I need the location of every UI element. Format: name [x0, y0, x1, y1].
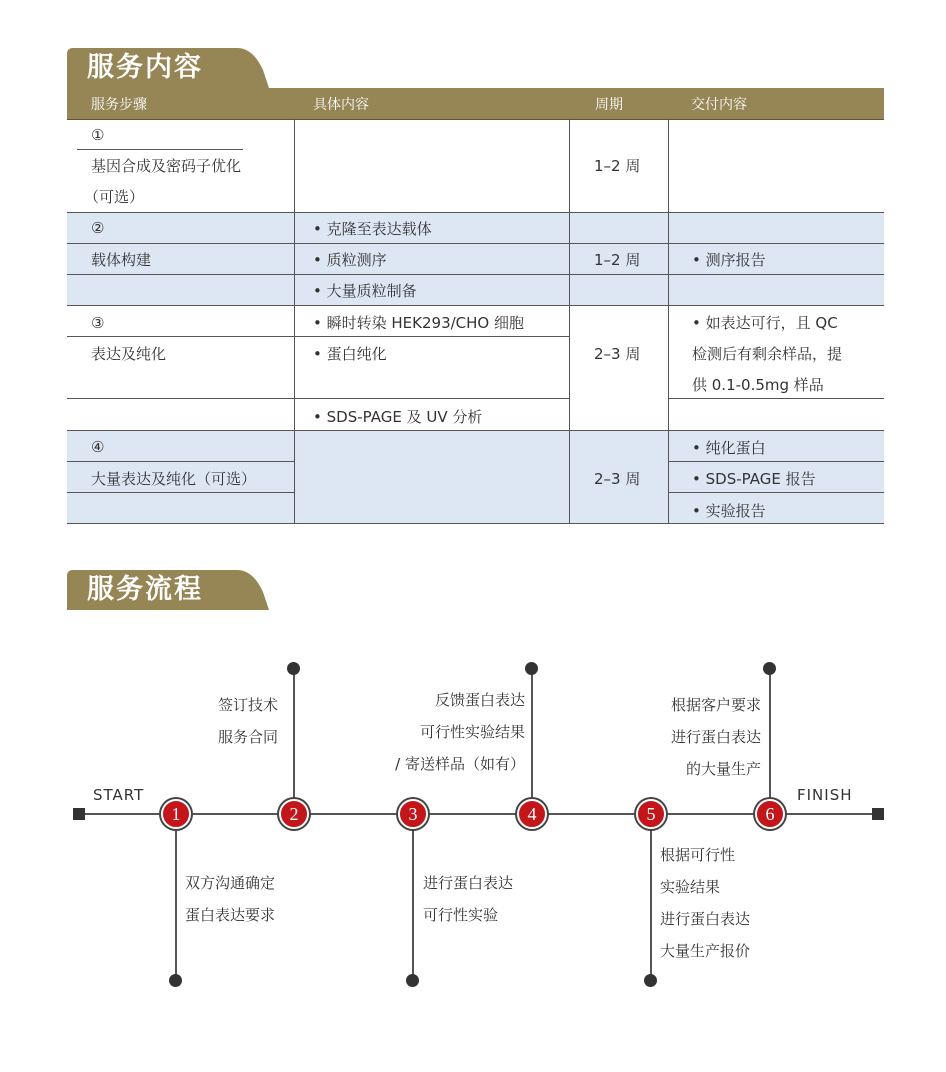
stem-end-dot [525, 662, 538, 675]
row2-item-2: • 质粒测序 [313, 251, 387, 269]
row4-deliverable-3: • 实验报告 [692, 502, 766, 520]
row3-period: 2–3 周 [594, 345, 641, 363]
row3-deliverable-line1: • 如表达可行，且 QC [692, 314, 838, 332]
step-3-text: 进行蛋白表达 可行性实验 [423, 874, 514, 924]
row1-period: 1–2 周 [594, 157, 641, 175]
stem-end-dot [287, 662, 300, 675]
row3-item-2: • 蛋白纯化 [313, 345, 387, 363]
header-period: 周期 [595, 97, 623, 113]
step-node-4: 4 [517, 799, 547, 829]
table-header [67, 88, 884, 120]
header-content: 具体内容 [313, 97, 369, 113]
stem-end-dot [169, 974, 182, 987]
row4-deliverable-2: • SDS-PAGE 报告 [692, 470, 816, 488]
step-4-text: 反馈蛋白表达 可行性实验结果 / 寄送样品（如有） [395, 691, 525, 773]
row2-step: 载体构建 [91, 251, 152, 269]
row3-item-1: • 瞬时转染 HEK293/CHO 细胞 [313, 314, 524, 332]
start-marker-icon [73, 808, 85, 820]
row2-deliverable: • 测序报告 [692, 251, 766, 269]
finish-label: FINISH [797, 786, 853, 804]
header-step: 服务步骤 [91, 97, 147, 113]
row1-step: 基因合成及密码子优化 [91, 157, 242, 175]
step-node-2: 2 [279, 799, 309, 829]
section-title: 服务内容 [87, 52, 203, 83]
step-1-text: 双方沟通确定 蛋白表达要求 [185, 874, 276, 924]
row4-period: 2–3 周 [594, 470, 641, 488]
step-node-6: 6 [755, 799, 785, 829]
step-node-3: 3 [398, 799, 428, 829]
step-6-text: 根据客户要求 进行蛋白表达 的大量生产 [670, 696, 761, 778]
row3-step: 表达及纯化 [91, 345, 167, 363]
step-2-text: 签订技术 服务合同 [218, 696, 279, 746]
row2-item-1: • 克隆至表达载体 [313, 220, 432, 238]
finish-marker-icon [872, 808, 884, 820]
section-title-tab-2 [67, 570, 269, 610]
row4-num: ④ [91, 438, 105, 456]
step-5-text: 根据可行性 实验结果 进行蛋白表达 大量生产报价 [660, 846, 751, 960]
section-title-2: 服务流程 [87, 574, 203, 605]
row2-num: ② [91, 219, 105, 237]
section-title-tab [67, 48, 269, 88]
start-label: START [93, 786, 145, 804]
stem-end-dot [763, 662, 776, 675]
header-deliverable: 交付内容 [691, 97, 747, 113]
row3-deliverable-line3: 供 0.1-0.5mg 样品 [692, 376, 824, 394]
row4-step: 大量表达及纯化（可选） [91, 470, 257, 488]
row3-num: ③ [91, 314, 105, 332]
row2-item-3: • 大量质粒制备 [313, 282, 417, 300]
step-node-5: 5 [636, 799, 666, 829]
stem-end-dot [406, 974, 419, 987]
stem-end-dot [644, 974, 657, 987]
row2-period: 1–2 周 [594, 251, 641, 269]
row3-item-3: • SDS-PAGE 及 UV 分析 [313, 408, 483, 426]
row3-deliverable-line2: 检测后有剩余样品，提 [692, 345, 843, 363]
step-node-1: 1 [161, 799, 191, 829]
row1-num: ① [91, 126, 105, 144]
row1-step-optional: （可选） [84, 188, 145, 206]
row4-deliverable-1: • 纯化蛋白 [692, 439, 766, 457]
